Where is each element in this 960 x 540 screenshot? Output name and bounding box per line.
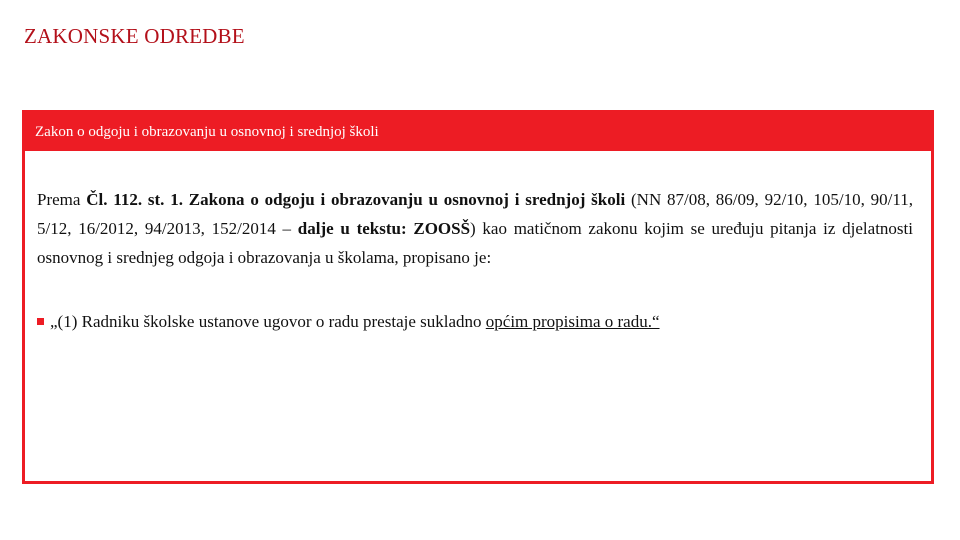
gazette-reference: (NN 87/08, 86/09, 92/10, 105/10, 90/11, 5/12, 16/2012, 94/2013, 152/2014 –: [37, 190, 913, 238]
law-reference: Čl. 112. st. 1. Zakona o odgoju i obrazovanju u osnovnoj i srednjoj školi: [86, 190, 626, 209]
square-bullet-icon: [37, 318, 44, 325]
paragraph-rest: ) kao matičnom zakonu kojim se uređuju pitanja iz djelatnosti osnovnog i srednjeg odgoja i obrazovanja u školama, propisano je:: [37, 219, 913, 267]
law-paragraph: [37, 185, 913, 272]
law-header: Zakon o odgoju i obrazovanju u osnovnoj i srednjoj školi: [25, 113, 931, 151]
abbreviation: dalje u tekstu: ZOOSŠ: [297, 219, 471, 238]
bullet-text: „(1) Radniku školske ustanove ugovor o radu prestaje sukladno: [50, 312, 486, 331]
paragraph-lead: Prema: [37, 190, 87, 209]
law-content-box: [22, 110, 934, 484]
law-body: [25, 151, 931, 336]
bullet-underlined-text: općim propisima o radu.“: [485, 312, 660, 331]
bullet-item: [37, 308, 913, 336]
slide-title: ZAKONSKE ODREDBE: [24, 24, 245, 48]
